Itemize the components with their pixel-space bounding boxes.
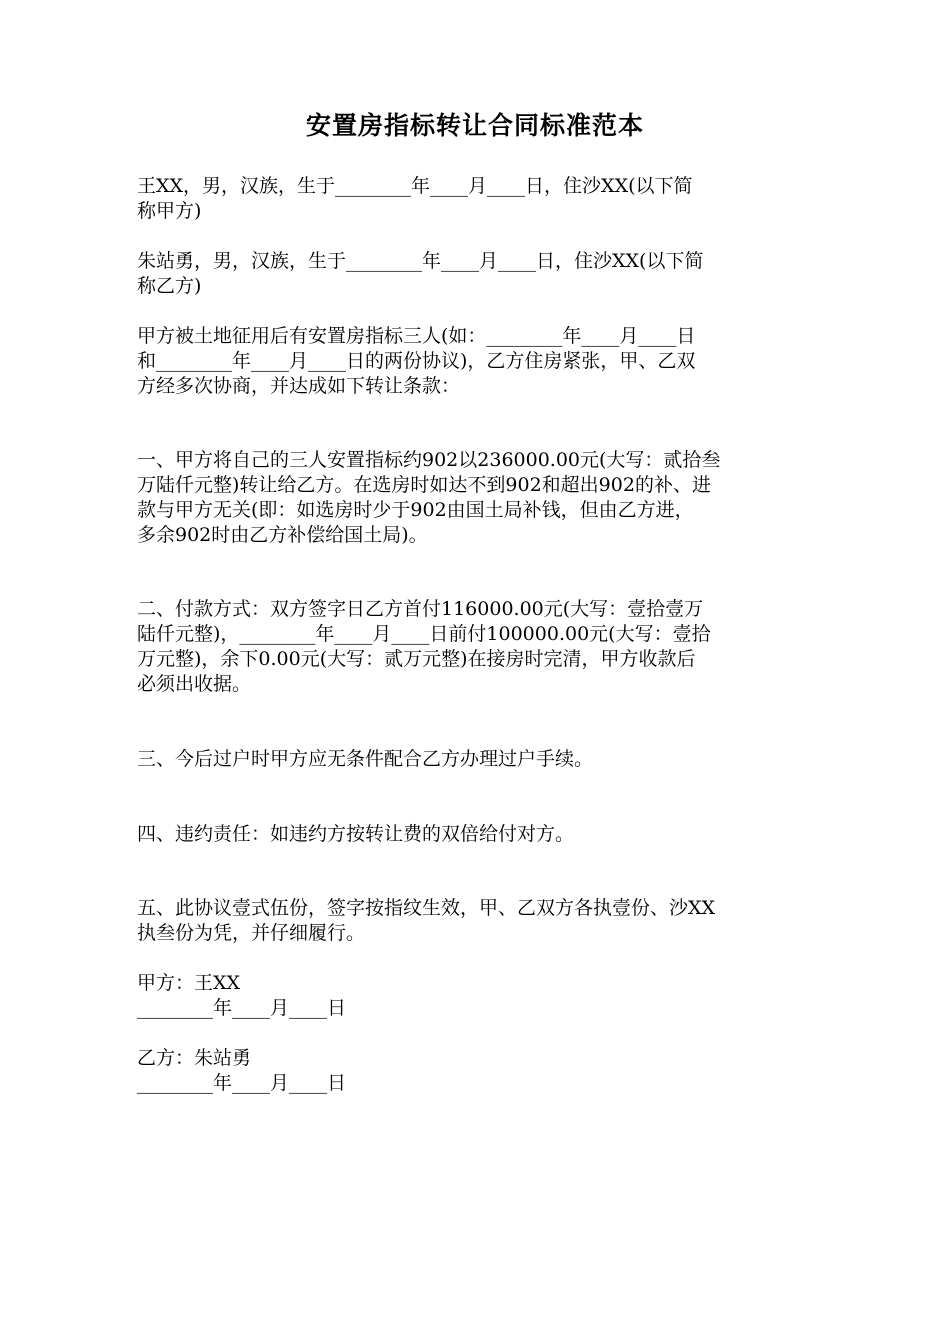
clause-1 [137, 448, 817, 548]
clause-3 [137, 747, 817, 772]
preamble-line: 和________年____月____日的两份协议)，乙方住房紧张，甲、乙双 [137, 350, 696, 372]
party-a-intro-line: 王XX，男，汉族，生于________年____月____日，住沙XX(以下简 [137, 175, 693, 197]
party-b-signature-label: 乙方：朱站勇 [137, 1047, 252, 1069]
party-b-intro [137, 249, 817, 299]
clause-4 [137, 822, 817, 847]
party-a-signature [137, 971, 817, 1021]
clause-2-line: 二、付款方式：双方签字日乙方首付116000.00元(大写：壹拾壹万 [137, 598, 704, 620]
party-b-intro-line: 朱站勇，男，汉族，生于________年____月____日，住沙XX(以下简 [137, 250, 704, 272]
party-b-signature [137, 1046, 817, 1096]
clause-1-line: 万陆仟元整)转让给乙方。在选房时如达不到902和超出902的补、进 [137, 474, 711, 496]
party-b-intro-line: 称乙方) [137, 275, 202, 297]
clause-5-line: 执叁份为凭，并仔细履行。 [137, 922, 366, 944]
clause-5-line: 五、此协议壹式伍份，签字按指纹生效，甲、乙双方各执壹份、沙XX [137, 897, 716, 919]
party-a-intro [137, 174, 817, 224]
clause-3-line: 三、今后过户时甲方应无条件配合乙方办理过户手续。 [137, 748, 594, 770]
clause-5 [137, 896, 817, 946]
document-title: 安置房指标转让合同标准范本 [305, 111, 644, 140]
clause-1-line: 一、甲方将自己的三人安置指标约902以236000.00元(大写：贰拾叁 [137, 449, 721, 471]
clause-1-line: 款与甲方无关(即：如选房时少于902由国土局补钱，但由乙方进， [137, 499, 694, 521]
party-b-signature-date: ________年____月____日 [137, 1072, 347, 1094]
clause-2-line: 陆仟元整)，________年____月____日前付100000.00元(大写：壹拾 [137, 623, 711, 645]
party-a-intro-line: 称甲方) [137, 200, 202, 222]
clause-1-line: 多余902时由乙方补偿给国土局)。 [137, 524, 428, 546]
clause-4-line: 四、违约责任：如违约方按转让费的双倍给付对方。 [137, 823, 575, 845]
clause-2-line: 必须出收据。 [137, 673, 252, 695]
party-a-signature-date: ________年____月____日 [137, 997, 347, 1019]
clause-2 [137, 597, 817, 697]
party-a-signature-label: 甲方：王XX [137, 972, 241, 994]
preamble-line: 方经多次协商，并达成如下转让条款： [137, 375, 461, 397]
preamble [137, 324, 817, 399]
preamble-line: 甲方被土地征用后有安置房指标三人(如：________年____月____日 [137, 325, 696, 347]
clause-2-line: 万元整)，余下0.00元(大写：贰万元整)在接房时完清，甲方收款后 [137, 648, 696, 670]
